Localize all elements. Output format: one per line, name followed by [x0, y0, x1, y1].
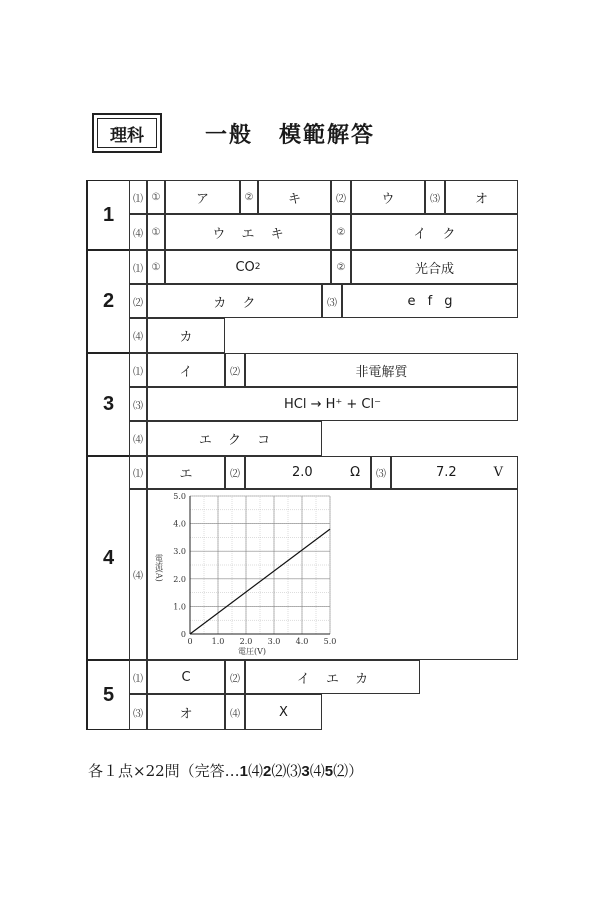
- q4-part2-unit: Ω: [350, 465, 360, 480]
- q5-part4-label: ⑷: [225, 694, 245, 730]
- q5-part3-label: ⑶: [129, 694, 147, 730]
- scoring-b3: 3: [301, 763, 310, 780]
- q1-part3-label: ⑶: [425, 180, 445, 214]
- q2-1-sub2-label: ②: [331, 250, 351, 284]
- co2-subscript: 2: [254, 262, 261, 272]
- q2-1-sub1-label: ①: [147, 250, 165, 284]
- title-model-answer: 模範解答: [279, 123, 376, 148]
- x-tick-label: 0: [187, 637, 193, 646]
- scoring-b1: 1: [239, 763, 248, 780]
- subject-label: 理科: [97, 118, 157, 148]
- q3-part1-answer: イ: [147, 353, 225, 387]
- q4-part2-label: ⑵: [225, 456, 245, 489]
- q2-part3-label: ⑶: [322, 284, 342, 318]
- q3-part3-label: ⑶: [129, 387, 147, 421]
- q5-part2-label: ⑵: [225, 660, 245, 694]
- q1-1-sub1-label: ①: [147, 180, 165, 214]
- scoring-s4: ⑵: [333, 762, 349, 780]
- x-axis-label: 電圧(V): [237, 647, 267, 656]
- q4-part3-label: ⑶: [371, 456, 391, 489]
- q4-part1-label: ⑴: [129, 456, 147, 489]
- x-tick-label: 2.0: [239, 637, 253, 646]
- iv-graph: [150, 489, 351, 658]
- scoring-note: [88, 760, 363, 781]
- y-tick-label: 2.0: [173, 574, 186, 584]
- q4-part3-answer: [391, 456, 518, 489]
- y-axis-label: 電流(A): [154, 553, 164, 582]
- q4-number: 4: [86, 456, 130, 660]
- q5-part1-label: ⑴: [129, 660, 147, 694]
- q1-4-sub2-answer: イ ク: [351, 214, 518, 250]
- q2-part4-answer: カ: [147, 318, 225, 353]
- y-tick-label: 1.0: [173, 602, 186, 612]
- q1-1-sub2-answer: キ: [258, 180, 331, 214]
- scoring-text-b: ）: [348, 762, 364, 780]
- x-tick-label: 1.0: [211, 637, 225, 646]
- q3-part2-label: ⑵: [225, 353, 245, 387]
- q2-part3-answer: e f g: [342, 284, 518, 318]
- q3-part1-label: ⑴: [129, 353, 147, 387]
- q4-part2-answer: [245, 456, 371, 489]
- q5-part3-answer: オ: [147, 694, 225, 730]
- q2-part2-answer: カ ク: [147, 284, 322, 318]
- iv-graph-svg: [150, 489, 351, 658]
- scoring-s2: ⑵⑶: [271, 762, 302, 780]
- q2-number: 2: [86, 250, 130, 353]
- q1-part4-label: ⑷: [129, 214, 147, 250]
- scoring-text-a: 各１点×22問（完答…: [88, 762, 240, 780]
- scoring-s1: ⑷: [248, 762, 264, 780]
- x-tick-label: 5.0: [323, 637, 337, 646]
- subject-box: [92, 113, 162, 153]
- x-tick-label: 4.0: [295, 637, 309, 646]
- y-tick-label: 4.0: [173, 519, 186, 529]
- q5-number: 5: [86, 660, 130, 730]
- y-tick-label: 5.0: [173, 492, 186, 501]
- q1-1-sub1-answer: ア: [165, 180, 240, 214]
- x-tick-label: 3.0: [267, 637, 281, 646]
- page-title: [205, 118, 375, 149]
- q2-part4-label: ⑷: [129, 318, 147, 353]
- co2-text: CO: [235, 259, 255, 275]
- q1-4-sub1-answer: ウ エ キ: [165, 214, 331, 250]
- q5-part2-answer: イ エ カ: [245, 660, 420, 694]
- q1-4-sub1-label: ①: [147, 214, 165, 250]
- q1-part2-label: ⑵: [331, 180, 351, 214]
- q2-1-sub1-answer: [165, 250, 331, 284]
- scoring-s3: ⑷: [309, 762, 325, 780]
- q1-part3-answer: オ: [445, 180, 518, 214]
- y-tick-label: 3.0: [173, 547, 186, 557]
- scoring-b4: 5: [324, 763, 334, 780]
- scoring-b2: 2: [263, 763, 272, 780]
- series-line: [190, 529, 330, 634]
- q1-part1-label: ⑴: [129, 180, 147, 214]
- q5-part1-answer: C: [147, 660, 225, 694]
- title-general: 一般: [205, 123, 254, 148]
- y-tick-label: 0: [180, 630, 186, 639]
- q4-part2-value: 2.0: [292, 465, 313, 480]
- q1-part2-answer: ウ: [351, 180, 425, 214]
- q2-part2-label: ⑵: [129, 284, 147, 318]
- q4-part4-label: ⑷: [129, 489, 147, 660]
- q1-number: 1: [86, 180, 130, 250]
- q1-4-sub2-label: ②: [331, 214, 351, 250]
- q2-1-sub2-answer: 光合成: [351, 250, 518, 284]
- q2-part1-label: ⑴: [129, 250, 147, 284]
- q3-number: 3: [86, 353, 130, 456]
- q3-part4-answer: エ ク コ: [147, 421, 322, 456]
- q3-part2-answer: 非電解質: [245, 353, 518, 387]
- q1-1-sub2-label: ②: [240, 180, 258, 214]
- q3-part3-answer: HCl → H⁺ + Cl⁻: [147, 387, 518, 421]
- q3-part4-label: ⑷: [129, 421, 147, 456]
- q5-part4-answer: X: [245, 694, 322, 730]
- q4-part1-answer: エ: [147, 456, 225, 489]
- q4-part3-value: 7.2: [436, 465, 457, 480]
- q4-part3-unit: V: [493, 465, 503, 480]
